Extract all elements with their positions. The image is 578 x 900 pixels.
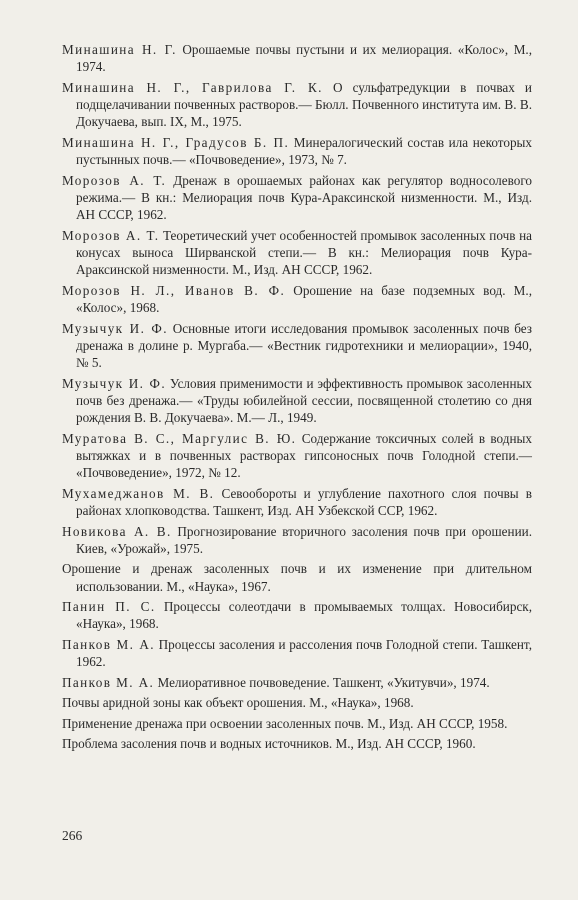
entry-author: Панков М. А. xyxy=(62,636,155,652)
bibliography-entry xyxy=(62,375,532,427)
entry-text: Орошение и дренаж засоленных почв и их изменение при длительном использовании. М., «Наука», 1967. xyxy=(62,561,532,594)
bibliography-entry xyxy=(62,282,532,317)
entry-text: Орошение на базе подземных вод. М., «Колос», 1968. xyxy=(76,282,533,316)
bibliography-entry xyxy=(62,735,532,752)
bibliography-entry xyxy=(62,172,532,224)
entry-text: Процессы засоления и рассоления почв Голодной степи. Ташкент, 1962. xyxy=(76,636,532,670)
bibliography-entry xyxy=(62,636,532,671)
entry-text: О сульфатредукции в почвах и подщелачивании почвенных растворов.— Бюлл. Почвенного института им. В. В. Докучаева, вып. IX, М., 1975. xyxy=(76,79,532,130)
entry-text: Севообороты и углубление пахотного слоя почвы в районах хлопководства. Ташкент, Изд. АН Узбекской ССР, 1962. xyxy=(76,485,532,519)
bibliography-entry xyxy=(62,598,532,633)
bibliography-entry xyxy=(62,134,532,169)
entry-text: Орошаемые почвы пустыни и их мелиорация. «Колос», М., 1974. xyxy=(76,42,533,75)
entry-author: Минашина Н. Г., Гаврилова Г. К. xyxy=(62,79,323,95)
bibliography-entry xyxy=(62,715,532,732)
entry-author: Панин П. С. xyxy=(62,599,156,615)
entry-text: Теоретический учет особенностей промывок засоленных почв на конусах выноса Ширванской степи.— В кн.: Мелиорация почв Кура-Араксинской низменности. М., Изд. АН СССР, 1962. xyxy=(76,227,532,278)
entry-author: Морозов Н. Л., Иванов В. Ф. xyxy=(62,282,286,298)
entry-text: Минералогический состав ила некоторых пустынных почв.— «Почвоведение», 1973, № 7. xyxy=(76,134,532,168)
entry-author: Музычук И. Ф. xyxy=(62,320,168,336)
entry-text: Почвы аридной зоны как объект орошения. М., «Наука», 1968. xyxy=(62,695,414,711)
bibliography-entry xyxy=(62,320,532,372)
entry-author: Минашина Н. Г. xyxy=(62,42,177,57)
entry-author: Мухамеджанов М. В. xyxy=(62,485,215,501)
bibliography-entry xyxy=(62,41,532,76)
bibliography-entry xyxy=(62,485,532,520)
entry-author: Минашина Н. Г., Градусов Б. П. xyxy=(62,134,290,150)
page-number: 266 xyxy=(62,828,83,843)
entry-author: Морозов А. Т. xyxy=(62,172,167,188)
bibliography-entry xyxy=(62,430,532,482)
entry-text: Применение дренажа при освоении засоленных почв. М., Изд. АН СССР, 1958. xyxy=(62,715,508,731)
entry-text: Мелиоративное почвоведение. Ташкент, «Укитувчи», 1974. xyxy=(154,674,490,690)
entry-text: Условия применимости и эффективность промывок засоленных почв без дренажа.— «Труды юбилейной сессии, посвященной столетию со дня рождения В. В. Докучаева». М.— Л., 1949. xyxy=(76,375,532,426)
bibliography-list xyxy=(62,41,532,756)
entry-author: Муратова В. С., Маргулис В. Ю. xyxy=(62,430,297,446)
entry-text: Процессы солеотдачи в промываемых толщах. Новосибирск, «Наука», 1968. xyxy=(76,599,532,632)
bibliography-entry xyxy=(62,79,532,131)
bibliography-entry xyxy=(62,227,532,279)
bibliography-entry xyxy=(62,560,532,595)
entry-author: Морозов А. Т. xyxy=(62,227,160,243)
bibliography-entry xyxy=(62,674,532,691)
entry-text: Содержание токсичных солей в водных вытяжках и в почвенных растворах гипсоносных почв Голодной степи.— «Почвоведение», 1972, № 12. xyxy=(76,430,532,481)
entry-author: Новикова А. В. xyxy=(62,523,172,539)
entry-text: Дренаж в орошаемых районах как регулятор водносолевого режима.— В кн.: Мелиорация почв Кура-Араксинской низменности. М., Изд. АН СССР, 1962. xyxy=(76,172,532,223)
entry-text: Основные итоги исследования промывок засоленных почв без дренажа в долине р. Мургаба.— «Вестник гидротехники и мелиорации», 1940, № 5. xyxy=(76,320,533,371)
entry-author: Панков М. А. xyxy=(62,674,155,690)
bibliography-entry xyxy=(62,694,532,711)
bibliography-entry xyxy=(62,523,532,558)
entry-author: Музычук И. Ф. xyxy=(62,375,167,391)
entry-text: Проблема засоления почв и водных источников. М., Изд. АН СССР, 1960. xyxy=(62,736,476,752)
entry-text: Прогнозирование вторичного засоления почв при орошении. Киев, «Урожай», 1975. xyxy=(76,523,533,556)
